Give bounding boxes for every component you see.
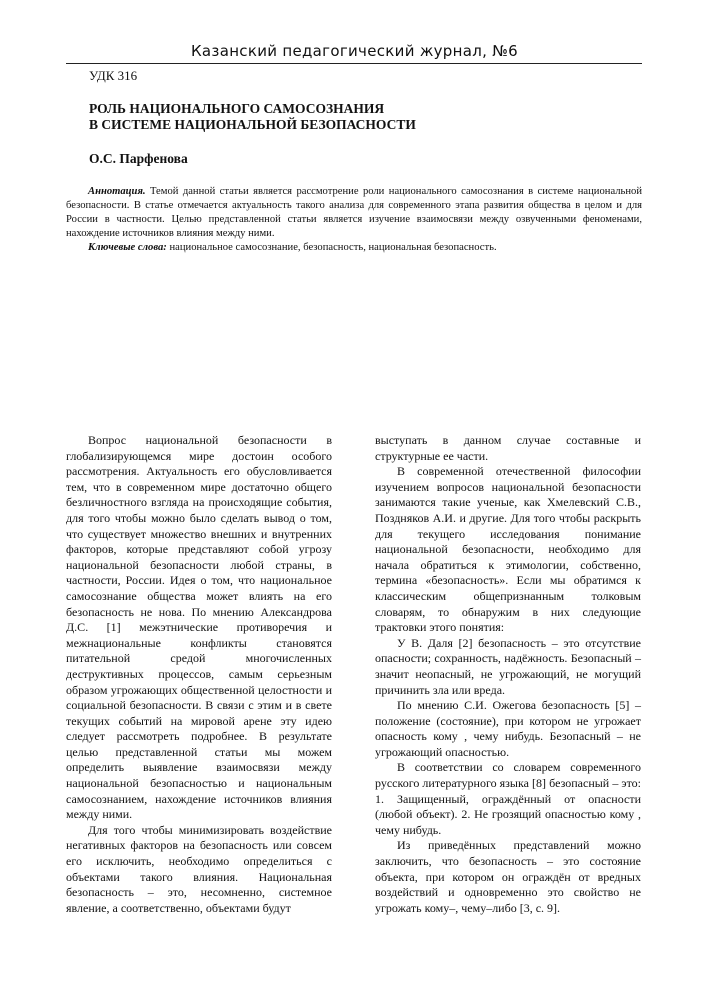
- body-paragraph: Для того чтобы минимизировать воздействие негативных факторов на безопасность или совсем его исключить, необходимо определиться с объектами такого влияния. Национальная безопасность – это, несомненно, системное явление, а соответственно, объектами будут: [66, 822, 332, 915]
- abstract-label: Аннотация.: [88, 186, 146, 197]
- abstract-paragraph: [66, 185, 642, 241]
- abstract-block: [66, 185, 642, 255]
- body-paragraph: В современной отечественной философии изучением вопросов национальной безопасности занимаются такие ученые, как Хмелевский С.В., Поздняков А.И. и другие. Для того чтобы раскрыть для текущего исследования понимание национальной безопасности, необходимо для начала обратиться к этимологии, собственно, термина «безопасность». Если мы обратимся к классическим общепризнанным толковым словарям, то обнаружим в них следующие трактовки этого понятия:: [375, 464, 641, 635]
- keywords-label: Ключевые слова:: [88, 242, 167, 253]
- body-column-left: [66, 433, 332, 916]
- journal-header: Казанский педагогический журнал, №6: [190, 42, 519, 60]
- title-line-1: РОЛЬ НАЦИОНАЛЬНОГО САМОСОЗНАНИЯ: [89, 101, 385, 116]
- keywords-text: национальное самосознание, безопасность, национальная безопасность.: [169, 242, 497, 253]
- article-title: [89, 101, 649, 132]
- author-name: О.С. Парфенова: [89, 151, 188, 166]
- body-paragraph: В соответствии со словарем современного русского литературного языка [8] безопасный – это: 1. Защищенный, ограждённый от опасности (любой объект). 2. Не грозящий опасностью кому , чему нибудь.: [375, 760, 641, 837]
- body-paragraph-continued: выступать в данном случае составные и структурные ее части.: [375, 433, 641, 463]
- body-column-right: [375, 433, 641, 916]
- keywords-paragraph: [66, 241, 642, 255]
- udk-code: УДК 316: [89, 68, 138, 83]
- body-paragraph: Вопрос национальной безопасности в глобализирующемся мире достоин особого рассмотрения. Актуальность его обусловливается тем, что в современном мире достаточно общего безличностного взгляда на происходящие события, для того чтобы можно было сделать вывод о том, что существует множество внешних и внутренних факторов, которые представляют собой угрозу национальной безопасности любой страны, в частности, России. Идея о том, что национальное самосознание общества может влиять на его безопасность не нова. По мнению Александрова Д.С. [1] межэтнические противоречия и межнациональные конфликты становятся питательной средой многочисленных деструктивных процессов, самым серьезным образом угрожающих общественной целостности и социальной безопасности. В связи с этим и в свете текущих событий на мировой арене эту идею следует рассмотреть подробнее. В результате целью представленной статьи мы можем определить выявление взаимосвязи между национальной безопасностью и национальным самосознанием, нахождение источников влияния между ними.: [66, 433, 332, 822]
- header-rule: [66, 63, 642, 64]
- body-paragraph: Из приведённых представлений можно заключить, что безопасность – это состояние объекта, при котором он ограждён от вредных воздействий и одновременно это свойство не угрожать кому–, чему–либо [3, с. 9].: [375, 838, 641, 915]
- body-paragraph: У В. Даля [2] безопасность – это отсутствие опасности; сохранность, надёжность. Безопасный – значит неопасный, не угрожающий, не могущий причинить зла или вреда.: [375, 635, 641, 697]
- body-paragraph: По мнению С.И. Ожегова безопасность [5] – положение (состояние), при котором не угрожает опасность кому , чему нибудь. Безопасный – не угрожающий опасностью.: [375, 698, 641, 759]
- title-line-2: В СИСТЕМЕ НАЦИОНАЛЬНОЙ БЕЗОПАСНОСТИ: [89, 116, 416, 132]
- abstract-text: Темой данной статьи является рассмотрение роли национального самосознания в системе национальной безопасности. В статье отмечается актуальность такого анализа для современного этапа развития общества в целом и для России в частности. Целью представленной статьи является изучение взаимосвязи между озвученными феноменами, нахождение источников влияния между ними.: [66, 186, 642, 239]
